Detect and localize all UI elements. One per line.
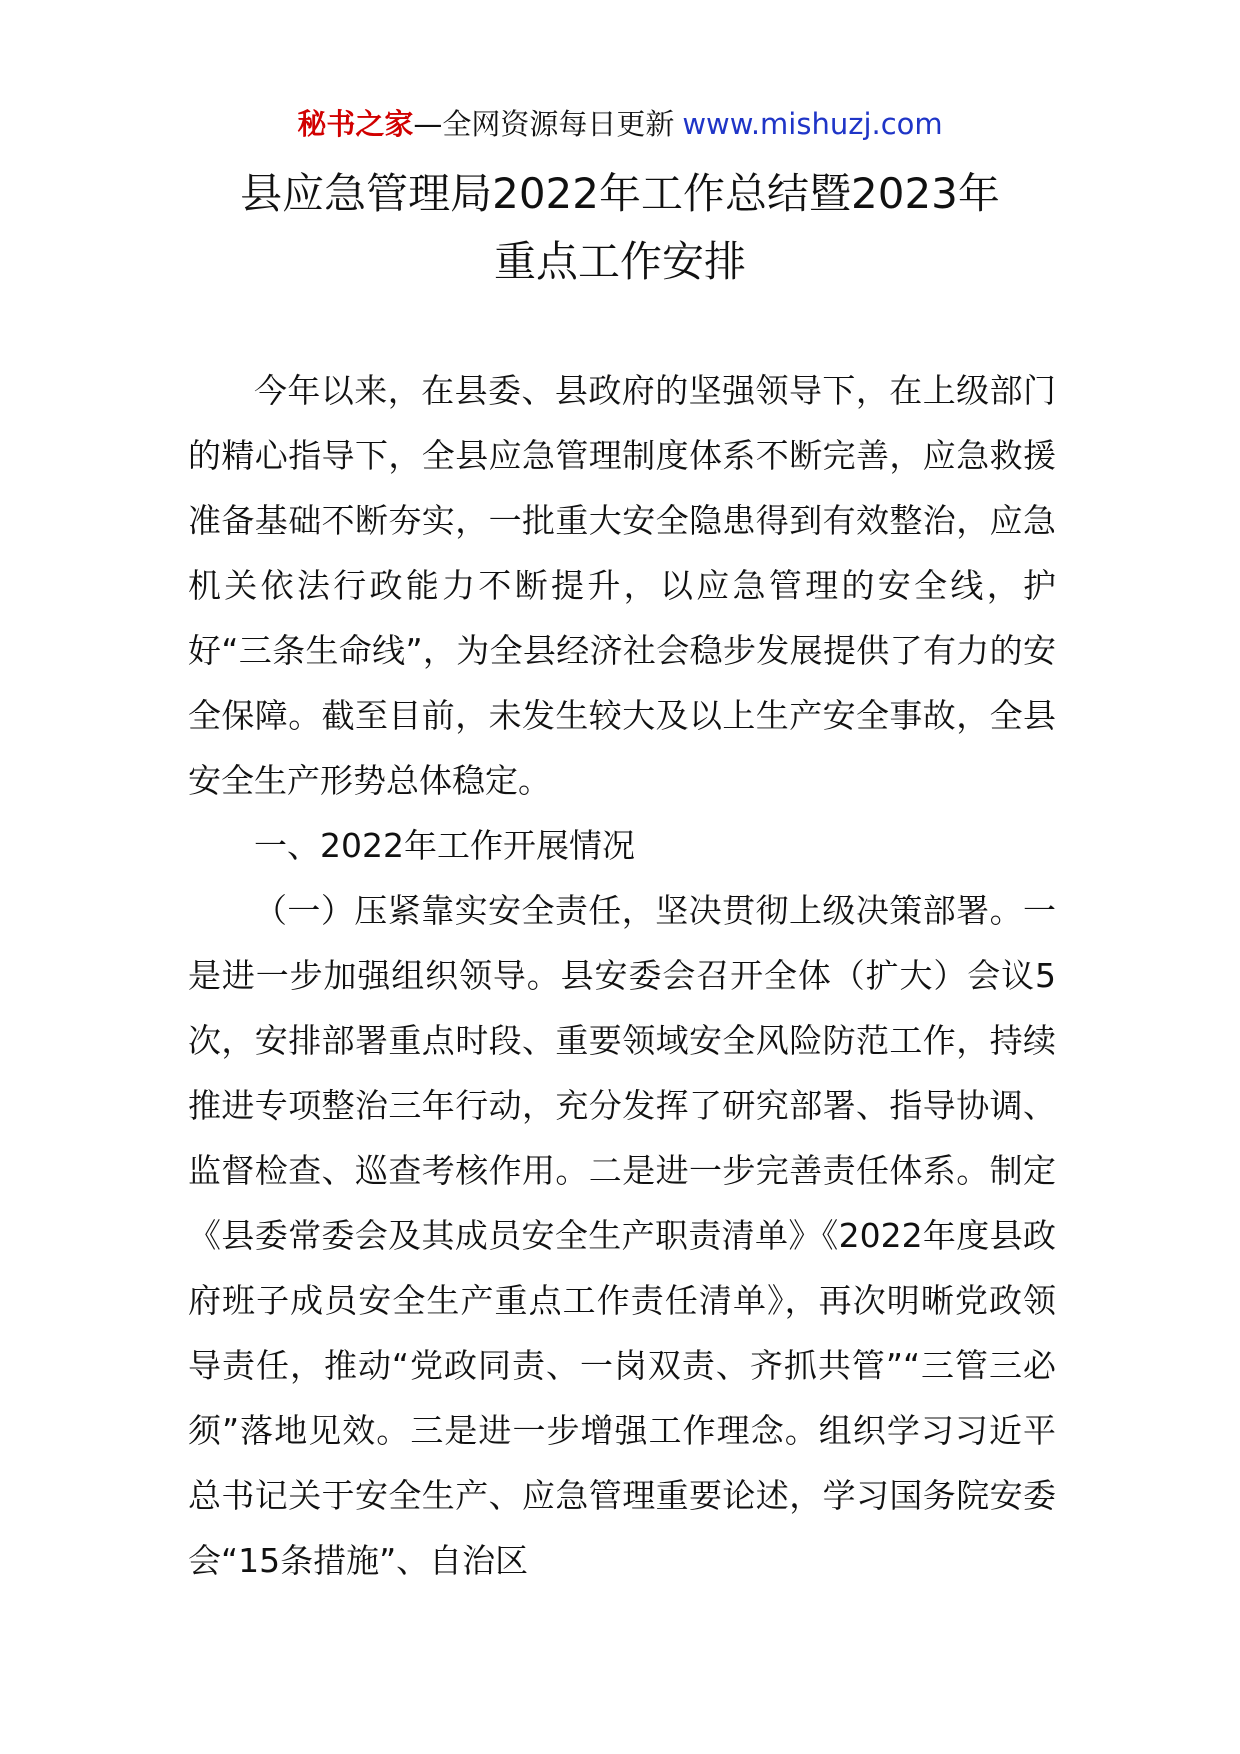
document-body [188, 358, 1056, 1593]
title-line-2: 重点工作安排 [493, 237, 746, 286]
document-title [150, 160, 1090, 296]
title-line-1: 县应急管理局2022年工作总结暨2023年 [240, 169, 1000, 218]
site-url-link[interactable]: www.mishuzj.com [682, 107, 943, 141]
brand-name: 秘书之家 [297, 107, 414, 141]
section-heading: 一、2022年工作开展情况 [254, 826, 635, 865]
header-tagline: —全网资源每日更新 [413, 107, 675, 141]
intro-paragraph: 今年以来，在县委、县政府的坚强领导下，在上级部门的精心指导下，全县应急管理制度体系不断完善，应急救援准备基础不断夯实，一批重大安全隐患得到有效整治，应急机关依法行政能力不断提升，以应急管理的安全线，护好“三条生命线”，为全县经济社会稳步发展提供了有力的安全保障。截至目前，未发生较大及以上生产安全事故，全县安全生产形势总体稳定。 [188, 371, 1056, 800]
site-header [0, 104, 1240, 144]
section-paragraph: （一）压紧靠实安全责任，坚决贯彻上级决策部署。一是进一步加强组织领导。县安委会召开全体（扩大）会议5次，安排部署重点时段、重要领域安全风险防范工作，持续推进专项整治三年行动，充分发挥了研究部署、指导协调、监督检查、巡查考核作用。二是进一步完善责任体系。制定《县委常委会及其成员安全生产职责清单》《2022年度县政府班子成员安全生产重点工作责任清单》，再次明晰党政领导责任，推动“党政同责、一岗双责、齐抓共管”“三管三必须”落地见效。三是进一步增强工作理念。组织学习习近平总书记关于安全生产、应急管理重要论述，学习国务院安委会“15条措施”、自治区 [188, 891, 1056, 1580]
